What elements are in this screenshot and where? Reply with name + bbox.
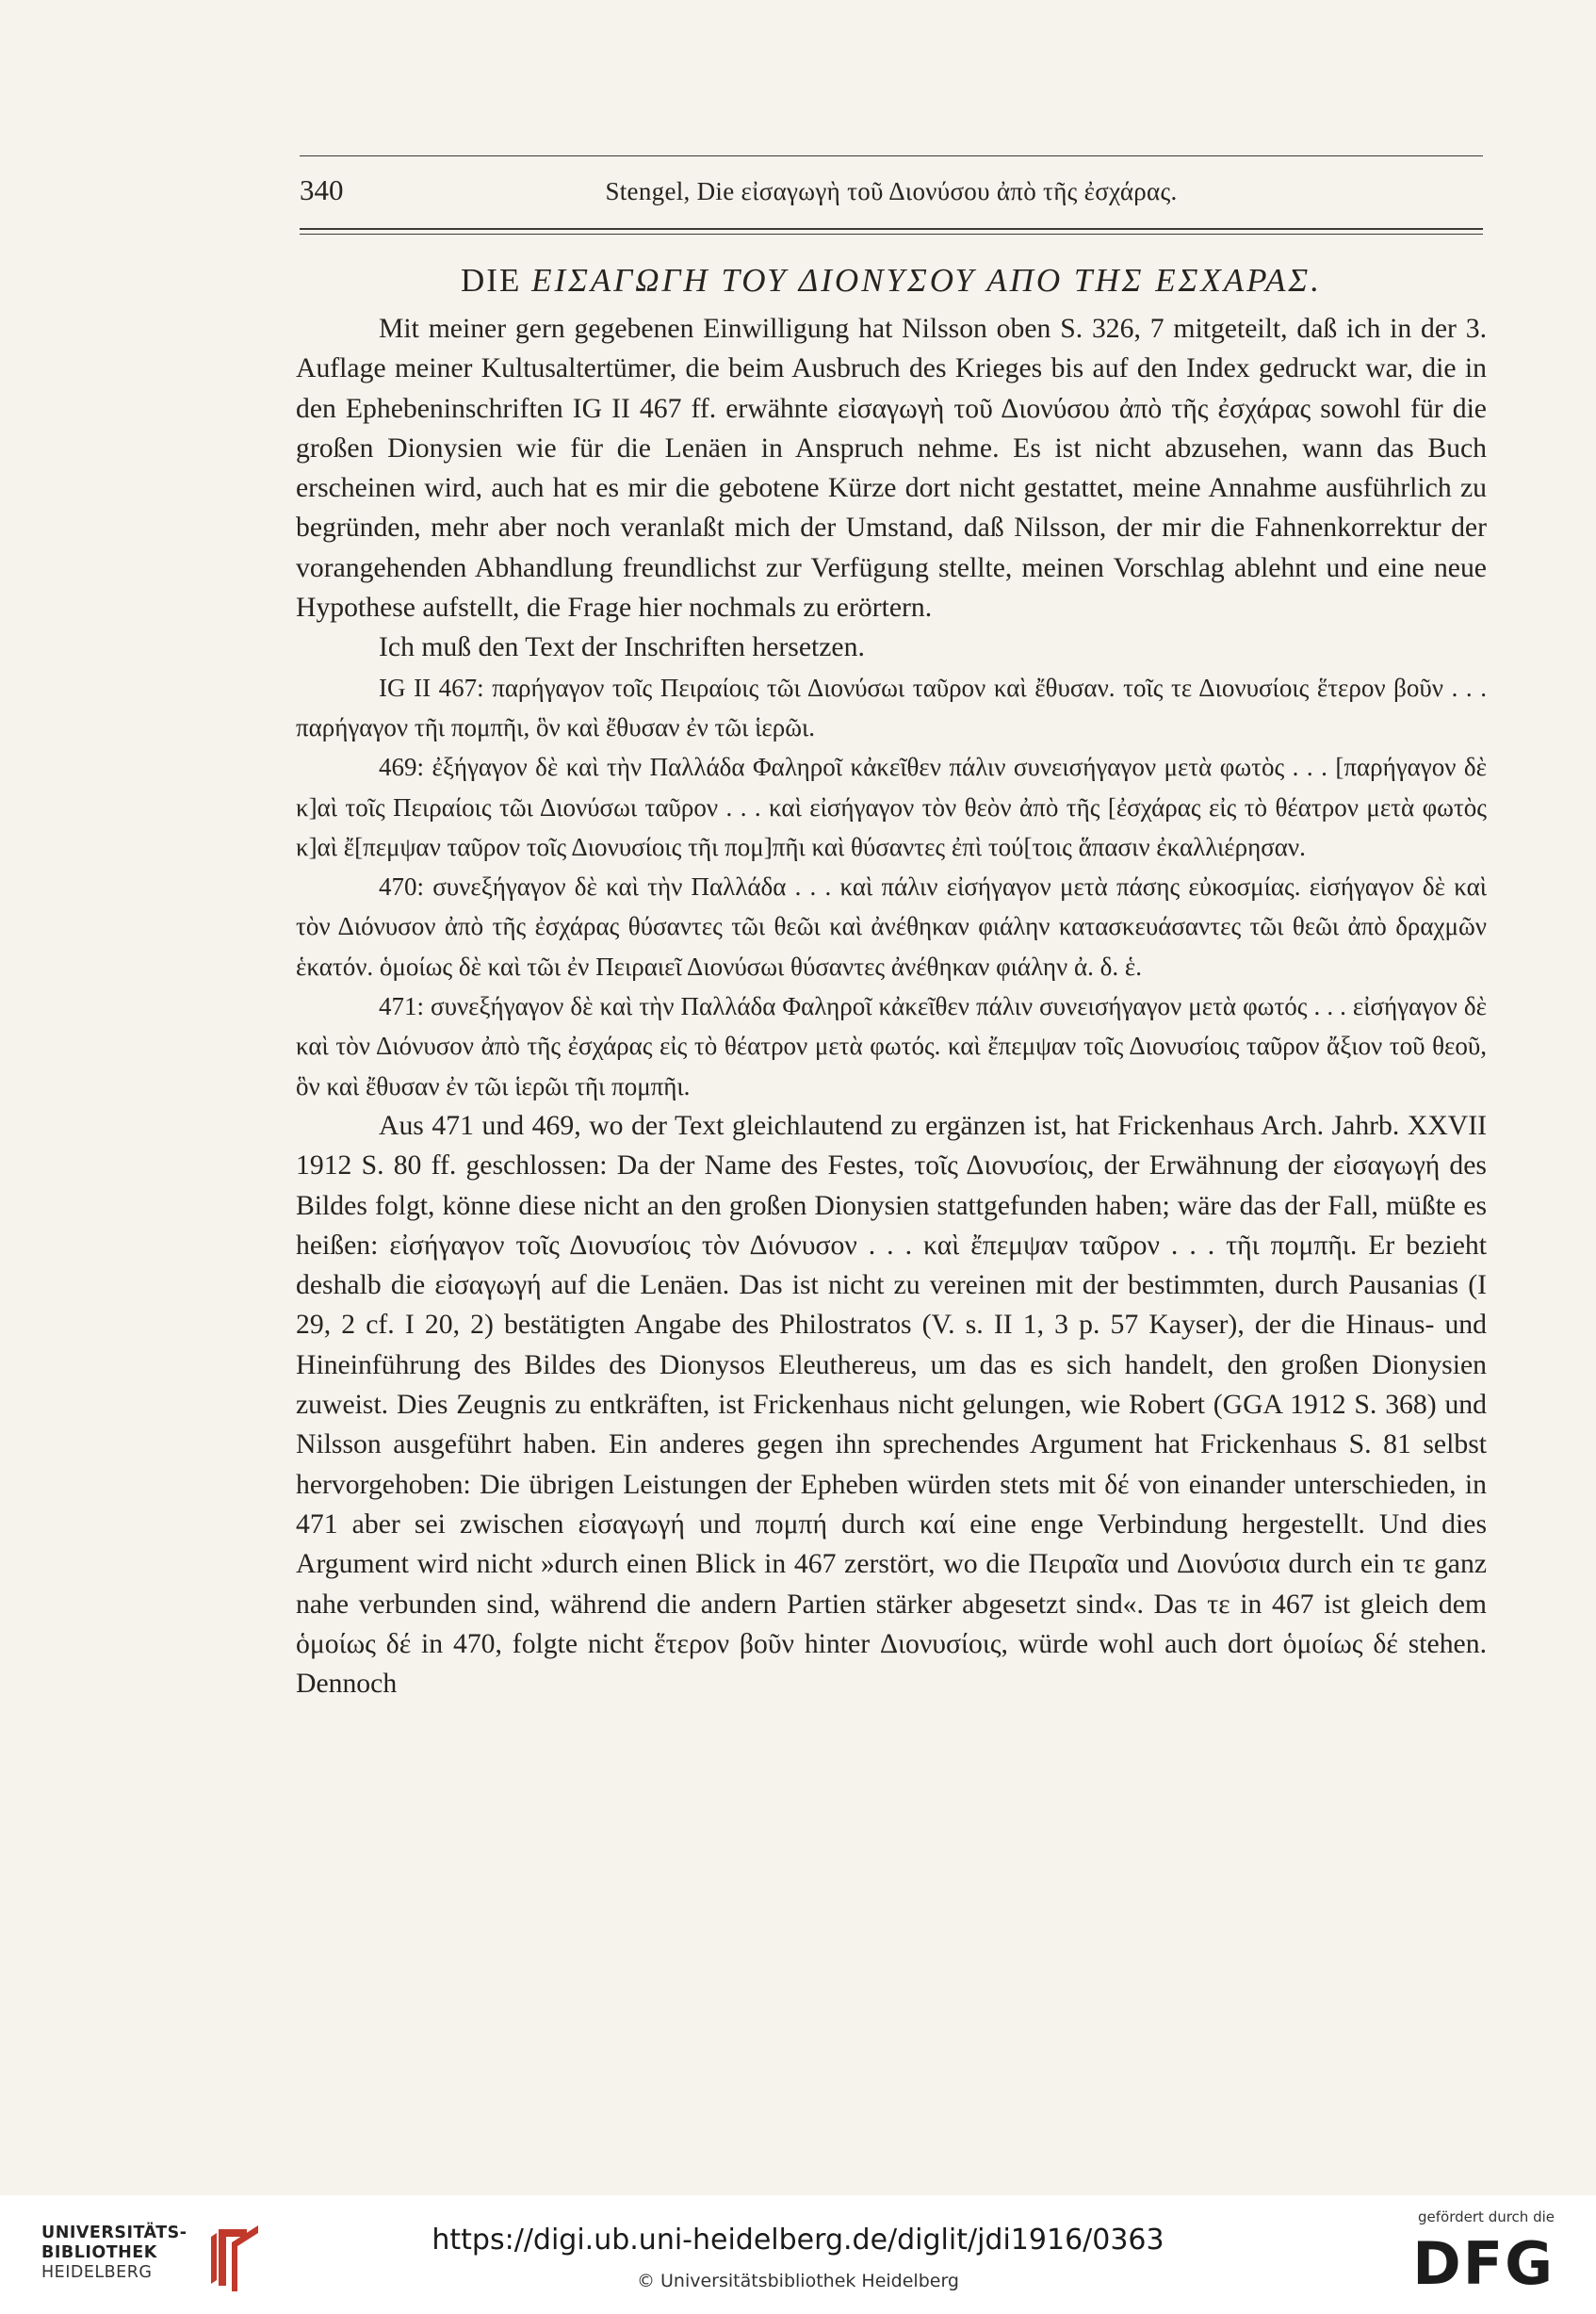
logo-line-2: BIBLIOTHEK <box>41 2243 157 2262</box>
article-title-prefix: DIE <box>461 262 522 299</box>
running-head: Stengel, Die εἰσαγωγὴ τοῦ Διονύσου ἀπὸ τῆς ἐσχάρας. <box>605 177 1178 205</box>
page-number: 340 <box>300 173 344 206</box>
inscription-467: IG II 467: παρήγαγον τοῖς Πειραίοις τῶι Διονύσωι ταῦρον καὶ ἔθυσαν. τοῖς τε Διονυσίοις ἕτερον βοῦν . . . παρήγαγον τῆι πομπῆι, ὃν καὶ ἔθυσαν ἐν τῶι ἱερῶι. <box>296 673 1487 741</box>
header-double-rule-upper <box>300 228 1483 230</box>
inscription-471: 471: συνεξήγαγον δὲ καὶ τὴν Παλλάδα Φαληροῖ κἀκεῖθεν πάλιν συνεισήγαγον μετὰ φωτός . . . εἰσήγαγον δὲ καὶ τὸν Διόνυσον ἀπὸ τῆς ἐσχάρας εἰς τὸ θέατρον μετὰ φωτός. καὶ ἔπεμψαν τοῖς Διονυσίοις ταῦρον ἄξιον τοῦ θεοῦ, ὃν καὶ ἔθυσαν ἐν τῶι ἱερῶι τῆι πομπῆι. <box>296 992 1487 1100</box>
inscription-470: 470: συνεξήγαγον δὲ καὶ τὴν Παλλάδα . . . καὶ πάλιν εἰσήγαγον μετὰ πάσης εὐκοσμίας. εἰσήγαγον δὲ καὶ τὸν Διόνυσον ἀπὸ τῆς ἐσχάρας θύσαντες τῶι θεῶι καὶ ἀνέθηκαν φιάλην κατασκευάσαντες τῶι θεῶι ἀπὸ δραχμῶν ἑκατόν. ὁμοίως δὲ καὶ τῶι ἐν Πειραιεῖ Διονύσωι θύσαντες ἀνέθηκαν φιάλην ἀ. δ. ἑ. <box>296 872 1487 981</box>
article-title <box>300 262 1483 300</box>
inscription-469: 469: ἐξήγαγον δὲ καὶ τὴν Παλλάδα Φαληροῖ κἀκεῖθεν πάλιν συνεισήγαγον μετὰ φωτὸς . . . [παρήγαγον δὲ κ]αὶ τοῖς Πειραίοις τῶι Διονύσωι ταῦρον . . . καὶ εἰσήγαγον τὸν θεὸν ἀπὸ τῆς [ἐσχάρας εἰς τὸ θέατρον μετὰ φωτὸς κ]αὶ ἔ[πεμψαν ταῦρον τοῖς Διονυσίοις τῆι πομ]πῆι καὶ θύσαντες ἐπὶ τού[τοις ἅπασιν ἐκαλλιέρησαν. <box>296 753 1487 861</box>
logo-line-3: HEIDELBERG <box>41 2263 153 2282</box>
paragraph-inscriptions-lead: Ich muß den Text der Inschriften hersetzen. <box>379 632 865 663</box>
logo-line-1: UNIVERSITÄTS- <box>41 2224 187 2242</box>
body-text <box>296 309 1487 1703</box>
dfg-logo-text: DFG <box>1412 2229 1555 2291</box>
article-title-greek: ΕΙΣΑΓΩΓΗ ΤΟΥ ΔΙΟΝΥΣΟΥ ΑΠΟ ΤΗΣ ΕΣΧΑΡΑΣ. <box>531 262 1322 299</box>
dfg-logo-icon <box>1394 2229 1555 2291</box>
permalink-url[interactable]: https://digi.ub.uni-heidelberg.de/diglit/jdi1916/0363 <box>432 2224 1164 2257</box>
paragraph-intro: Mit meiner gern gegebenen Einwilligung hat Nilsson oben S. 326, 7 mitgeteilt, daß ich in der 3. Auflage meiner Kultusaltertümer, die beim Ausbruch des Krieges bis auf den Index gedruckt war, die in den Ephebeninschriften IG II 467 ff. erwähnte εἰσαγωγὴ τοῦ Διονύσου ἀπὸ τῆς ἐσχάρας sowohl für die großen Dionysien wie für die Lenäen in Anspruch nehme. Es ist nicht abzusehen, wann das Buch erscheinen wird, auch hat es mir die gebotene Kürze dort nicht gestattet, meine Annahme ausführlich zu begründen, mehr aber noch veranlaßt mich der Umstand, daß Nilsson, der mir die Fahnenkorrektur der vorangehenden Abhandlung freundlichst zur Verfügung stellte, meinen Vorschlag ablehnt und eine neue Hypothese aufstellt, die Frage hier nochmals zu erörtern. <box>296 314 1487 624</box>
dfg-funding-logo[interactable] <box>1394 2208 1555 2308</box>
copyright-notice: © Universitätsbibliothek Heidelberg <box>636 2271 959 2291</box>
paragraph-discussion: Aus 471 und 469, wo der Text gleichlautend zu ergänzen ist, hat Frickenhaus Arch. Jahrb. XXVII 1912 S. 80 ff. geschlossen: Da der Name des Festes, τοῖς Διονυσίοις, der Erwähnung der εἰσαγωγή des Bildes folgt, könne diese nicht an den großen Dionysien stattgefunden haben; wäre das der Fall, müßte es heißen: εἰσήγαγον τοῖς Διονυσίοις τὸν Διόνυσον . . . καὶ ἔπεμψαν ταῦρον . . . τῆι πομπῆι. Er bezieht deshalb die εἰσαγωγή auf die Lenäen. Das ist nicht zu vereinen mit der bestimmten, durch Pausanias (I 29, 2 cf. I 20, 2) bestätigten Angabe des Philostratos (V. s. II 1, 3 p. 57 Kayser), der die Hinaus- und Hineinführung des Bildes des Dionysos Eleuthereus, um das es sich handelt, den großen Dionysien zuweist. Dies Zeugnis zu entkräften, ist Frickenhaus nicht gelungen, wie Robert (GGA 1912 S. 368) und Nilsson ausgeführt haben. Ein anderes gegen ihn sprechendes Argument hat Frickenhaus S. 81 selbst hervorgehoben: Die übrigen Leistungen der Epheben würden stets mit δέ von einander unterschieden, in 471 aber sei zwischen εἰσαγωγή und πομπή durch καί eine enge Verbindung hergestellt. Und dies Argument wird nicht »durch einen Blick in 467 zerstört, wo die Πειραῖα und Διονύσια durch ein τε ganz nahe verbunden sind, während die andern Partien stärker abgesetzt sind«. Das τε in 467 ist gleich dem ὁμοίως δέ in 470, folgte nicht ἕτερον βοῦν hinter Διονυσίοις, würde wohl auch dort ὁμοίως δέ stehen. Dennoch <box>296 1110 1487 1700</box>
top-rule <box>300 155 1483 156</box>
footer-bar <box>0 2195 1596 2314</box>
header-double-rule-lower <box>300 234 1483 235</box>
funding-note: gefördert durch die <box>1418 2208 1555 2225</box>
page-header <box>300 173 1483 211</box>
